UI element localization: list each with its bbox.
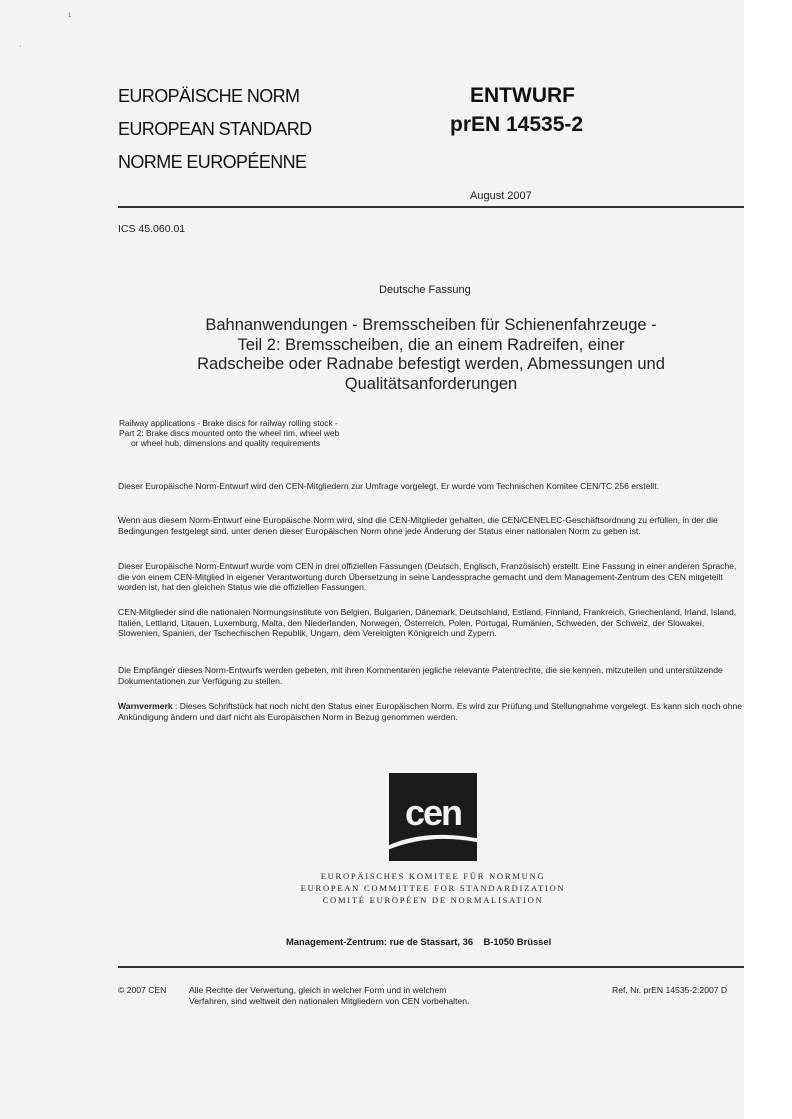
rights-notice: [189, 985, 469, 1007]
version-label: Deutsche Fassung: [379, 284, 471, 296]
standard-label-fr: NORME EUROPÉENNE: [118, 152, 307, 172]
paragraph: Wenn aus diesem Norm-Entwurf eine Europäische Norm wird, sind die CEN-Mitglieder gehalten, die CEN/CENELEC-Geschäftsordnung zu erfüllen, in der die Bedingungen festgelegt sind, unter denen dieser Europäischen Norm ohne jede Änderung der Status einer nationalen Norm zu geben ist.: [118, 515, 718, 536]
cen-logo: [389, 773, 477, 861]
ics-code: ICS 45.060.01: [118, 223, 186, 235]
management-address: Management-Zentrum: rue de Stassart, 36 B-1050 Brüssel: [286, 936, 552, 947]
draft-label: ENTWURF: [470, 84, 575, 107]
english-title-line: or wheel hub, dimensions and quality requirements: [131, 438, 321, 449]
committee-names: [282, 870, 584, 907]
committee-line: COMITÉ EUROPÉEN DE NORMALISATION: [322, 895, 544, 906]
title-line: Qualitätsanforderungen: [344, 374, 518, 393]
cen-logo-graphic: [389, 773, 477, 861]
standard-label-en: EUROPEAN STANDARD: [118, 119, 312, 139]
paragraph: Dieser Europäische Norm-Entwurf wurde vom CEN in drei offiziellen Fassungen (Deutsch, Englisch, Französisch) erstellt. Eine Fassung in einer anderen Sprache, die von einem CEN-Mitglied in eigener Verantwortung durch Übersetzung in seine Landessprache gemacht und dem Management-Zentrum des CEN mitgeteilt worden ist, hat den gleichen Status wie die offiziellen Fassungen.: [118, 561, 737, 593]
rights-line: Verfahren, sind weltweit den nationalen Mitgliedern von CEN vorbehalten.: [189, 995, 470, 1006]
copyright: © 2007 CEN: [118, 985, 167, 995]
scan-mark: 1: [68, 13, 72, 19]
title-line: Bahnanwendungen - Bremsscheiben für Schienenfahrzeuge -: [205, 316, 657, 334]
english-title-line: Part 2: Brake discs mounted onto the wheel rim, wheel web: [119, 428, 340, 439]
paragraph: Die Empfänger dieses Norm-Entwurfs werden gebeten, mit ihren Kommentaren jegliche relevante Patentrechte, die sie kennen, mitzuteilen und unterstützende Dokumentationen zur Verfügung zu stellen.: [118, 665, 723, 686]
document-title: [118, 316, 744, 394]
warning-text: : Dieses Schriftstück hat noch nicht den Status einer Europäischen Norm. Es wird zur Prüfung und Stellungnahme vorgelegt. Es kann sich noch ohne Ankündigung ändern und darf nicht als Europäischen Norm in Bezug genommen werden.: [118, 701, 743, 722]
committee-line: EUROPEAN COMMITTEE FOR STANDARDIZATION: [300, 883, 566, 894]
cen-logo-text: cen: [404, 792, 462, 833]
rights-line: Alle Rechte der Verwertung, gleich in welcher Form und in welchem: [189, 985, 447, 995]
english-title-line: Railway applications - Brake discs for railway rolling stock -: [119, 418, 338, 428]
warning-note: [118, 701, 743, 722]
standard-label-de: EUROPÄISCHE NORM: [118, 86, 300, 106]
header-rule: [118, 206, 744, 208]
paragraph: Dieser Europäische Norm-Entwurf wird den CEN-Mitgliedern zur Umfrage vorgelegt. Er wurde vom Technischen Komitee CEN/TC 256 erstellt.: [118, 481, 659, 491]
english-title: [119, 418, 339, 449]
scan-mark: ': [20, 46, 22, 52]
title-line: Radscheibe oder Radnabe befestigt werden, Abmessungen und: [197, 355, 665, 373]
paragraph: CEN-Mitglieder sind die nationalen Normungsinstitute von Belgien, Bulgarien, Dänemark, Deutschland, Estland, Finnland, Frankreich, Griechenland, Irland, Island, Italien, Lettland, Litauen, Luxemburg, Malta, den Niederlanden, Norwegen, Österreich, Polen, Portugal, Rumänien, Schweden, der Schweiz, der Slowakei, Slowenien, Spanien, der Tschechischen Republik, Ungarn, dem Vereinigten Königreich und Zypern.: [118, 607, 737, 639]
committee-line: EUROPÄISCHES KOMITEE FÜR NORMUNG: [320, 871, 546, 881]
title-line: Teil 2: Bremsscheiben, die an einem Radreifen, einer: [237, 335, 625, 354]
reference-number: Ref. Nr. prEN 14535-2:2007 D: [612, 985, 728, 995]
footer-rule: [118, 966, 744, 968]
warning-label: Warnvermerk: [118, 701, 173, 711]
draft-number: prEN 14535-2: [450, 113, 584, 136]
issue-date: August 2007: [470, 190, 532, 202]
